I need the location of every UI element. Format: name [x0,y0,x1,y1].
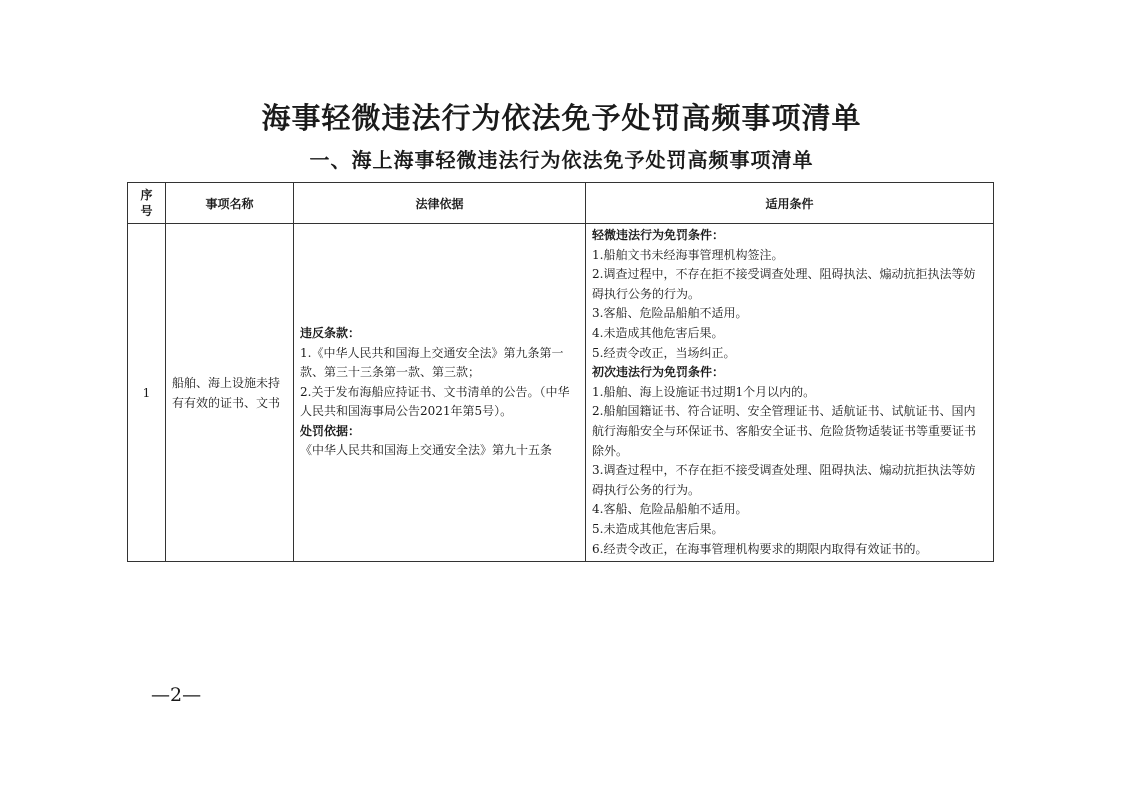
document-subtitle: 一、海上海事轻微违法行为依法免予处罚高频事项清单 [309,148,814,172]
row-legal-basis [294,224,586,562]
items-table [127,182,994,562]
row-seq: 1 [128,224,166,562]
header-seq-line1: 序 [140,188,153,202]
header-condition: 适用条件 [586,183,994,224]
minor-condition-item: 4.未造成其他危害后果。 [592,325,724,340]
table-row [128,224,994,562]
minor-condition-item: 5.经责令改正，当场纠正。 [592,345,736,360]
penalty-heading: 处罚依据： [300,423,361,438]
row-conditions [586,224,994,562]
first-offense-heading: 初次违法行为免罚条件： [592,365,725,380]
minor-condition-item: 1.船舶文书未经海事管理机构签注。 [592,247,784,262]
header-law: 法律依据 [294,183,586,224]
minor-condition-item: 2.调查过程中，不存在拒不接受调查处理、阻碍执法、煽动抗拒执法等妨碍执行公务的行为。 [592,267,976,301]
violation-item: 1.《中华人民共和国海上交通安全法》第九条第一款、第三十三条第一款、第三款； [300,345,564,380]
violation-heading: 违反条款： [300,326,361,341]
penalty-text: 《中华人民共和国海上交通安全法》第九十五条 [300,443,553,458]
first-offense-item: 5.未造成其他危害后果。 [592,521,724,536]
page-number: —2— [151,684,202,706]
header-seq-line2: 号 [140,204,153,218]
first-offense-item: 4.客船、危险品船舶不适用。 [592,502,748,517]
first-offense-item: 3.调查过程中，不存在拒不接受调查处理、阻碍执法、煽动抗拒执法等妨碍执行公务的行为。 [592,463,976,497]
minor-condition-item: 3.客船、危险品船舶不适用。 [592,306,748,321]
violation-item: 2.关于发布海船应持证书、文书清单的公告。（中华人民共和国海事局公告2021年第5号）。 [300,384,570,419]
first-offense-item: 1.船舶、海上设施证书过期1个月以内的。 [592,384,816,399]
document-title: 海事轻微违法行为依法免予处罚高频事项清单 [261,101,862,135]
minor-heading: 轻微违法行为免罚条件： [592,228,725,242]
first-offense-item: 2.船舶国籍证书、符合证明、安全管理证书、适航证书、试航证书、国内航行海船安全与环保证书、客船安全证书、危险货物适装证书等重要证书除外。 [592,404,977,458]
first-offense-item: 6.经责令改正，在海事管理机构要求的期限内取得有效证书的。 [592,541,928,556]
header-seq [128,183,166,224]
header-name: 事项名称 [166,183,294,224]
table-header-row [128,183,994,224]
row-item-name: 船舶、海上设施未持有有效的证书、文书 [166,224,294,562]
